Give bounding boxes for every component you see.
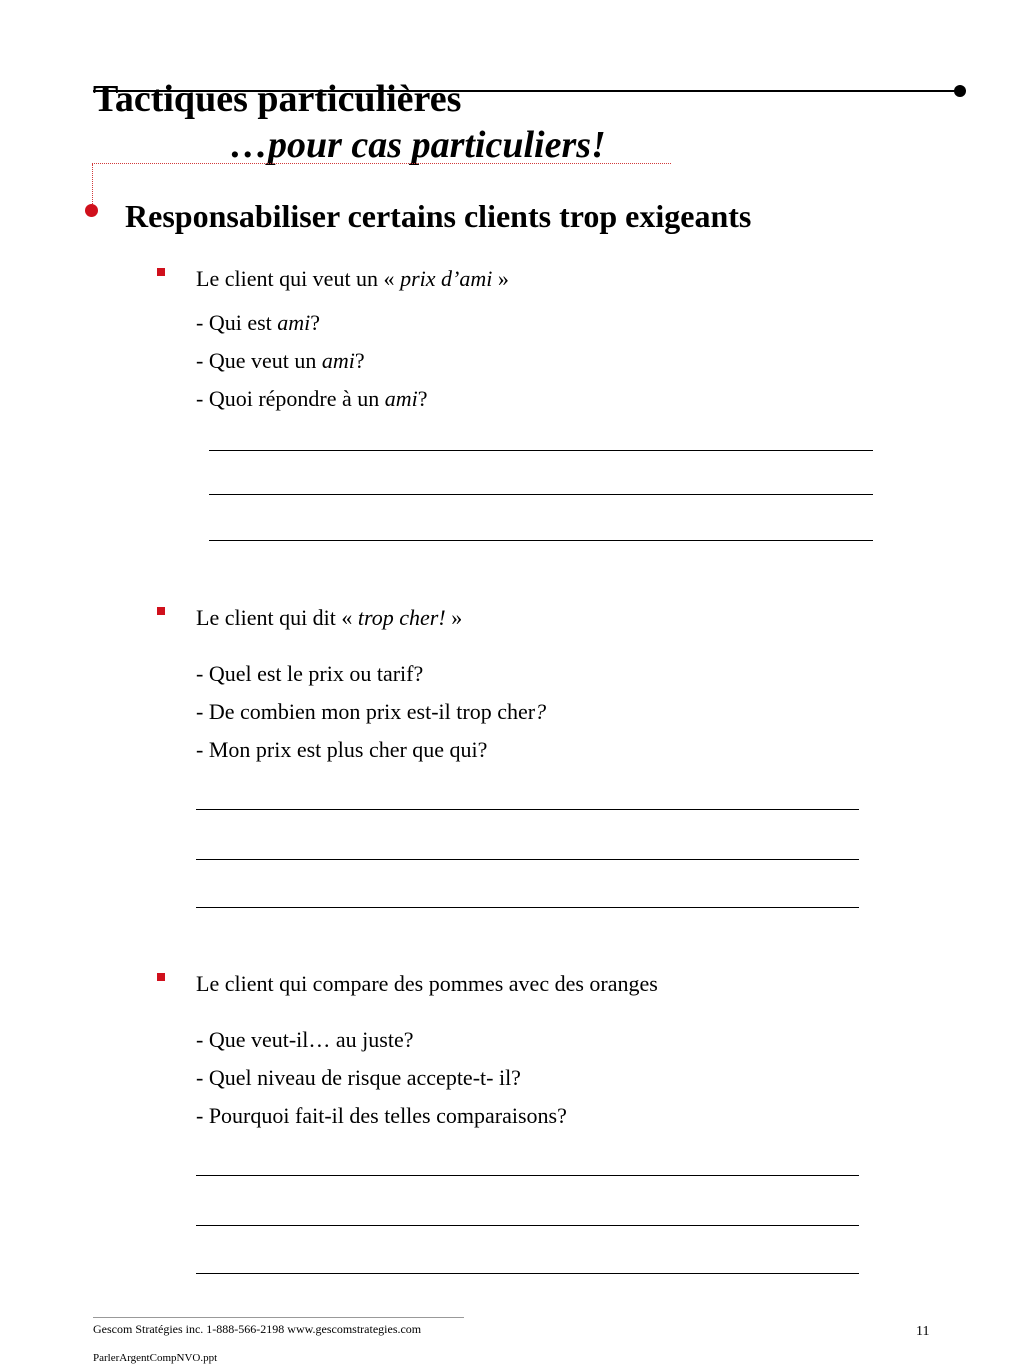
question-emphasis: ami (384, 386, 418, 411)
page-number: 11 (916, 1324, 930, 1339)
question-text: - Quel est le prix ou tarif? (196, 661, 424, 686)
item-label-emphasis: prix d’ami (400, 266, 493, 291)
section-heading: Responsabiliser certains clients trop exigeants (125, 198, 752, 234)
item-label-suffix: » (445, 605, 463, 630)
answer-line[interactable] (196, 1273, 859, 1274)
square-bullet-icon (157, 973, 165, 981)
item-label (196, 604, 462, 632)
question-suffix: ? (310, 310, 321, 335)
question-emphasis: ? (535, 699, 547, 724)
dotted-rule-vertical (92, 164, 93, 204)
square-bullet-icon (157, 607, 165, 615)
item-label (196, 970, 658, 998)
dotted-rule-horizontal (92, 163, 671, 164)
answer-line[interactable] (209, 494, 873, 495)
question-line (196, 1102, 567, 1130)
question-text: - Que veut un (196, 348, 322, 373)
item-label-prefix: Le client qui compare des pommes avec des oranges (196, 971, 658, 996)
question-line (196, 309, 320, 337)
footer-filename: ParlerArgentCompNVO.ppt (93, 1352, 218, 1364)
question-text: - Que veut-il… au juste? (196, 1027, 414, 1052)
question-line (196, 660, 423, 688)
answer-line[interactable] (196, 1175, 859, 1176)
question-line (196, 1026, 414, 1054)
question-line (196, 698, 546, 726)
question-text: - Qui est (196, 310, 278, 335)
answer-line[interactable] (196, 859, 859, 860)
question-text: - De combien mon prix est-il trop cher (196, 699, 536, 724)
item-label-prefix: Le client qui veut un « (196, 266, 401, 291)
item-label (196, 265, 509, 293)
item-label-prefix: Le client qui dit « (196, 605, 358, 630)
answer-line[interactable] (209, 450, 873, 451)
question-text: - Pourquoi fait-il des telles comparaisons? (196, 1103, 567, 1128)
page-subtitle: …pour cas particuliers! (230, 124, 606, 166)
question-text: - Mon prix est plus cher que qui? (196, 737, 488, 762)
answer-line[interactable] (209, 540, 873, 541)
item-label-emphasis: trop cher! (357, 605, 446, 630)
answer-line[interactable] (196, 1225, 859, 1226)
page-title: Tactiques particulières (93, 78, 462, 120)
title-rule-end-dot (954, 85, 966, 97)
question-emphasis: ami (277, 310, 311, 335)
question-emphasis: ami (321, 348, 355, 373)
question-line (196, 385, 428, 413)
section-bullet-icon (85, 204, 98, 217)
question-line (196, 347, 365, 375)
answer-line[interactable] (196, 809, 859, 810)
question-text: - Quoi répondre à un (196, 386, 385, 411)
footer-company: Gescom Stratégies inc. 1-888-566-2198 www.gescomstrategies.com (93, 1322, 422, 1336)
question-suffix: ? (354, 348, 365, 373)
answer-line[interactable] (196, 907, 859, 908)
question-text: - Quel niveau de risque accepte-t- il? (196, 1065, 521, 1090)
square-bullet-icon (157, 268, 165, 276)
item-label-suffix: » (492, 266, 509, 291)
question-line (196, 1064, 521, 1092)
question-line (196, 736, 487, 764)
footer-rule (93, 1317, 464, 1318)
question-suffix: ? (417, 386, 428, 411)
